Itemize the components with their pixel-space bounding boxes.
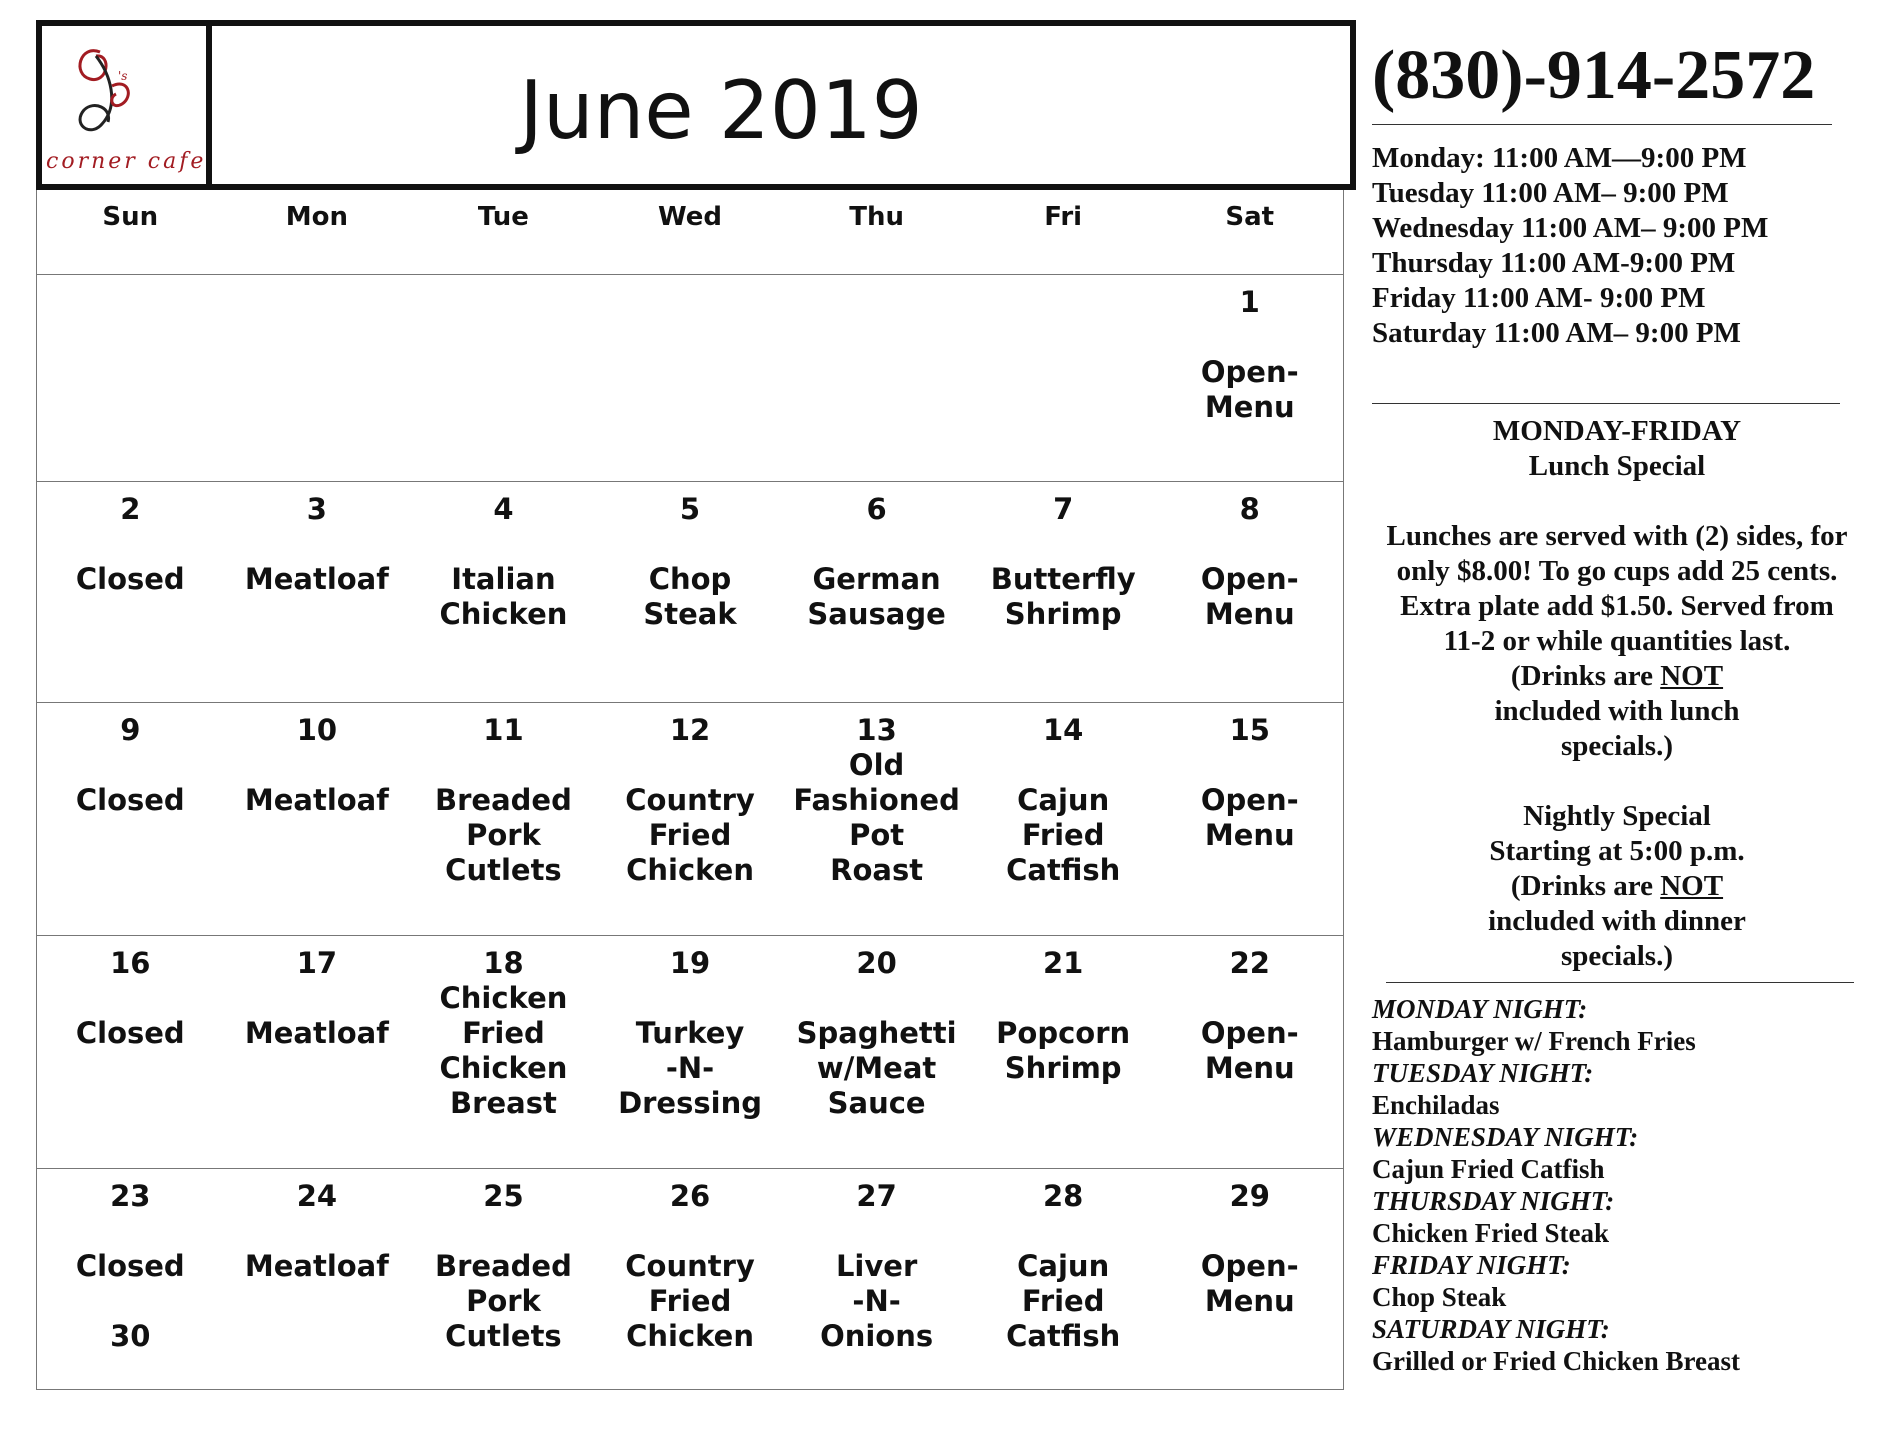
week-row <box>37 936 1343 1169</box>
daily-special: Country Fried Chicken <box>625 1249 755 1353</box>
calendar-weeks <box>37 275 1343 1389</box>
night-label: MONDAY NIGHT: <box>1372 994 1588 1024</box>
daily-special: German Sausage <box>807 562 946 631</box>
day-number: 18 <box>483 946 524 980</box>
daily-special: Liver -N- Onions <box>820 1249 934 1353</box>
day-number: 30 <box>110 1319 151 1353</box>
divider <box>1386 982 1854 983</box>
weekday-fri: Fri <box>1044 202 1083 232</box>
nightly-subheading: Starting at 5:00 p.m. <box>1489 835 1745 867</box>
day-number <box>37 285 224 320</box>
nightly-heading: Nightly Special <box>1523 800 1711 832</box>
day-cell <box>37 482 224 702</box>
hours-saturday: Saturday 11:00 AM– 9:00 PM <box>1372 317 1741 349</box>
week-row <box>37 482 1343 703</box>
day-cell <box>224 936 411 1168</box>
day-number: 12 <box>669 713 711 747</box>
lunch-drinks-note: specials.) <box>1561 730 1673 762</box>
phone-number: (830)-914-2572 <box>1372 37 1816 114</box>
daily-special: Turkey -N- Dressing <box>618 1016 762 1120</box>
day-number: 14 <box>1043 713 1084 747</box>
daily-special: Breaded Pork Cutlets <box>435 1249 572 1353</box>
night-meal: Enchiladas <box>1372 1090 1500 1120</box>
lunch-heading: MONDAY-FRIDAY <box>1492 415 1742 447</box>
day-number: 23 <box>110 1179 151 1213</box>
day-number: 21 <box>1043 946 1084 980</box>
daily-special: Open- Menu <box>1200 1249 1299 1318</box>
logo-tagline: corner cafe <box>46 149 207 174</box>
day-number: 8 <box>1239 492 1260 526</box>
night-label: FRIDAY NIGHT: <box>1372 1250 1571 1280</box>
night-meal: Hamburger w/ French Fries <box>1372 1026 1696 1056</box>
day-number: 26 <box>669 1179 711 1213</box>
hours-friday: Friday 11:00 AM- 9:00 PM <box>1372 282 1706 314</box>
day-cell <box>410 482 597 702</box>
day-number: 28 <box>1043 1179 1084 1213</box>
daily-special: Open- Menu <box>1200 562 1299 631</box>
day-number: 15 <box>1229 713 1270 747</box>
day-number: 2 <box>120 492 141 526</box>
day-cell <box>597 275 784 481</box>
night-label: THURSDAY NIGHT: <box>1372 1186 1615 1216</box>
day-cell <box>410 1169 597 1389</box>
daily-special: Popcorn Shrimp <box>996 1016 1131 1085</box>
lunch-text: 11-2 or while quantities last. <box>1443 625 1791 657</box>
weekday-thu: Thu <box>849 202 904 232</box>
calendar-grid <box>36 190 1344 1390</box>
day-cell <box>597 1169 784 1389</box>
day-cell <box>597 703 784 935</box>
hours-monday: Monday: 11:00 AM—9:00 PM <box>1372 142 1747 174</box>
day-cell <box>1156 275 1343 481</box>
day-number: 1 <box>1239 285 1260 319</box>
lunch-text: only $8.00! To go cups add 25 cents. <box>1396 555 1838 587</box>
daily-special: Spaghetti w/Meat Sauce <box>796 1016 957 1120</box>
daily-special: Meatloaf <box>244 1016 389 1050</box>
weekday-sat: Sat <box>1225 202 1275 232</box>
day-number: 9 <box>120 713 141 747</box>
day-number: 4 <box>493 492 514 526</box>
hours-list <box>1372 141 1862 351</box>
drinks-note-text: (Drinks are <box>1510 870 1661 902</box>
week-row <box>37 1169 1343 1389</box>
drinks-not-emphasis: NOT <box>1660 660 1724 692</box>
divider <box>1372 124 1832 125</box>
daily-special: Butterfly Shrimp <box>990 562 1136 631</box>
daily-special: Chicken Fried Chicken Breast <box>439 981 568 1120</box>
hours-wednesday: Wednesday 11:00 AM– 9:00 PM <box>1372 212 1769 244</box>
night-meal: Chop Steak <box>1372 1282 1507 1312</box>
weekday-header-row <box>37 190 1343 275</box>
day-cell <box>597 482 784 702</box>
day-number: 27 <box>856 1179 897 1213</box>
month-title: June 2019 <box>519 63 923 157</box>
day-cell <box>783 703 970 935</box>
day-cell <box>1156 936 1343 1168</box>
daily-special: Closed <box>75 1249 185 1283</box>
hours-thursday: Thursday 11:00 AM-9:00 PM <box>1372 247 1736 279</box>
day-cell <box>970 1169 1157 1389</box>
day-cell <box>224 703 411 935</box>
night-label: WEDNESDAY NIGHT: <box>1372 1122 1639 1152</box>
day-cell <box>783 936 970 1168</box>
day-cell <box>37 936 224 1168</box>
day-cell <box>224 482 411 702</box>
daily-special: Closed <box>75 1016 185 1050</box>
daily-special: Closed <box>75 562 185 596</box>
day-cell <box>1156 482 1343 702</box>
daily-special: Chop Steak <box>643 562 737 631</box>
divider <box>1372 403 1840 404</box>
night-label: SATURDAY NIGHT: <box>1372 1314 1610 1344</box>
svg-text:'s: 's <box>118 69 128 83</box>
day-number: 16 <box>110 946 151 980</box>
day-cell <box>1156 1169 1343 1389</box>
night-meal: Cajun Fried Catfish <box>1372 1154 1605 1184</box>
weekday-wed: Wed <box>658 202 723 232</box>
weekday-mon: Mon <box>285 202 348 232</box>
day-number: 19 <box>669 946 711 980</box>
day-cell <box>970 703 1157 935</box>
week-row <box>37 275 1343 482</box>
day-cell <box>37 1169 224 1389</box>
day-number: 7 <box>1053 492 1074 526</box>
weekday-sun: Sun <box>102 202 159 232</box>
day-cell <box>783 482 970 702</box>
drinks-note-text: (Drinks are <box>1510 660 1661 692</box>
daily-special: Country Fried Chicken <box>625 783 755 887</box>
day-cell <box>970 275 1157 481</box>
nightly-specials-list <box>1372 993 1862 1377</box>
day-cell <box>597 936 784 1168</box>
day-number: 3 <box>306 492 327 526</box>
day-number <box>410 285 597 320</box>
lunch-text: Extra plate add $1.50. Served from <box>1400 590 1834 622</box>
daily-special: Breaded Pork Cutlets <box>435 783 572 887</box>
daily-special: Italian Chicken <box>439 562 568 631</box>
day-cell <box>224 275 411 481</box>
daily-special: Open- Menu <box>1200 783 1299 852</box>
lunch-drinks-note <box>1372 659 1862 694</box>
day-cell <box>410 703 597 935</box>
day-number <box>783 285 970 320</box>
week-row <box>37 703 1343 936</box>
day-cell <box>1156 703 1343 935</box>
day-number: 13 <box>856 713 897 747</box>
lunch-special-section <box>1372 414 1862 974</box>
day-cell <box>783 1169 970 1389</box>
day-number: 17 <box>296 946 338 980</box>
daily-special: Open- Menu <box>1200 1016 1299 1085</box>
cafe-logo <box>42 26 212 184</box>
nightly-drinks-note: specials.) <box>1561 940 1673 972</box>
day-number: 5 <box>679 492 701 526</box>
day-cell <box>37 703 224 935</box>
day-number <box>970 285 1157 320</box>
daily-special: Cajun Fried Catfish <box>1006 1249 1121 1353</box>
nightly-drinks-note: included with dinner <box>1488 905 1746 937</box>
day-number: 22 <box>1229 946 1270 980</box>
swirl-logo-icon <box>50 34 160 144</box>
night-label: TUESDAY NIGHT: <box>1372 1058 1594 1088</box>
day-cell <box>970 936 1157 1168</box>
lunch-drinks-note: included with lunch <box>1494 695 1740 727</box>
day-number: 20 <box>856 946 897 980</box>
daily-special: Closed <box>75 783 185 817</box>
day-number: 10 <box>296 713 338 747</box>
day-number: 24 <box>296 1179 338 1213</box>
daily-special: Meatloaf <box>244 783 389 817</box>
lunch-subheading: Lunch Special <box>1528 450 1706 482</box>
daily-special: Old Fashioned Pot Roast <box>793 748 960 887</box>
day-number <box>597 285 784 320</box>
hours-tuesday: Tuesday 11:00 AM– 9:00 PM <box>1372 177 1729 209</box>
lunch-text: Lunches are served with (2) sides, for <box>1386 520 1848 552</box>
daily-special: Cajun Fried Catfish <box>1006 783 1121 887</box>
info-sidebar <box>1372 28 1862 1377</box>
day-number: 6 <box>866 492 887 526</box>
night-meal: Chicken Fried Steak <box>1372 1218 1610 1248</box>
day-number: 11 <box>483 713 524 747</box>
weekday-tue: Tue <box>477 202 529 232</box>
day-number: 25 <box>483 1179 524 1213</box>
day-number: 29 <box>1229 1179 1270 1213</box>
day-cell <box>224 1169 411 1389</box>
calendar-header <box>36 20 1356 190</box>
night-meal: Grilled or Fried Chicken Breast <box>1372 1346 1740 1376</box>
day-cell <box>410 936 597 1168</box>
drinks-not-emphasis: NOT <box>1660 870 1724 902</box>
day-cell <box>970 482 1157 702</box>
day-cell <box>37 275 224 481</box>
daily-special: Meatloaf <box>244 1249 389 1283</box>
nightly-drinks-note <box>1372 869 1862 904</box>
day-cell <box>783 275 970 481</box>
day-cell <box>410 275 597 481</box>
daily-special: Meatloaf <box>244 562 389 596</box>
day-number <box>224 285 411 320</box>
daily-special: Open- Menu <box>1200 355 1299 424</box>
